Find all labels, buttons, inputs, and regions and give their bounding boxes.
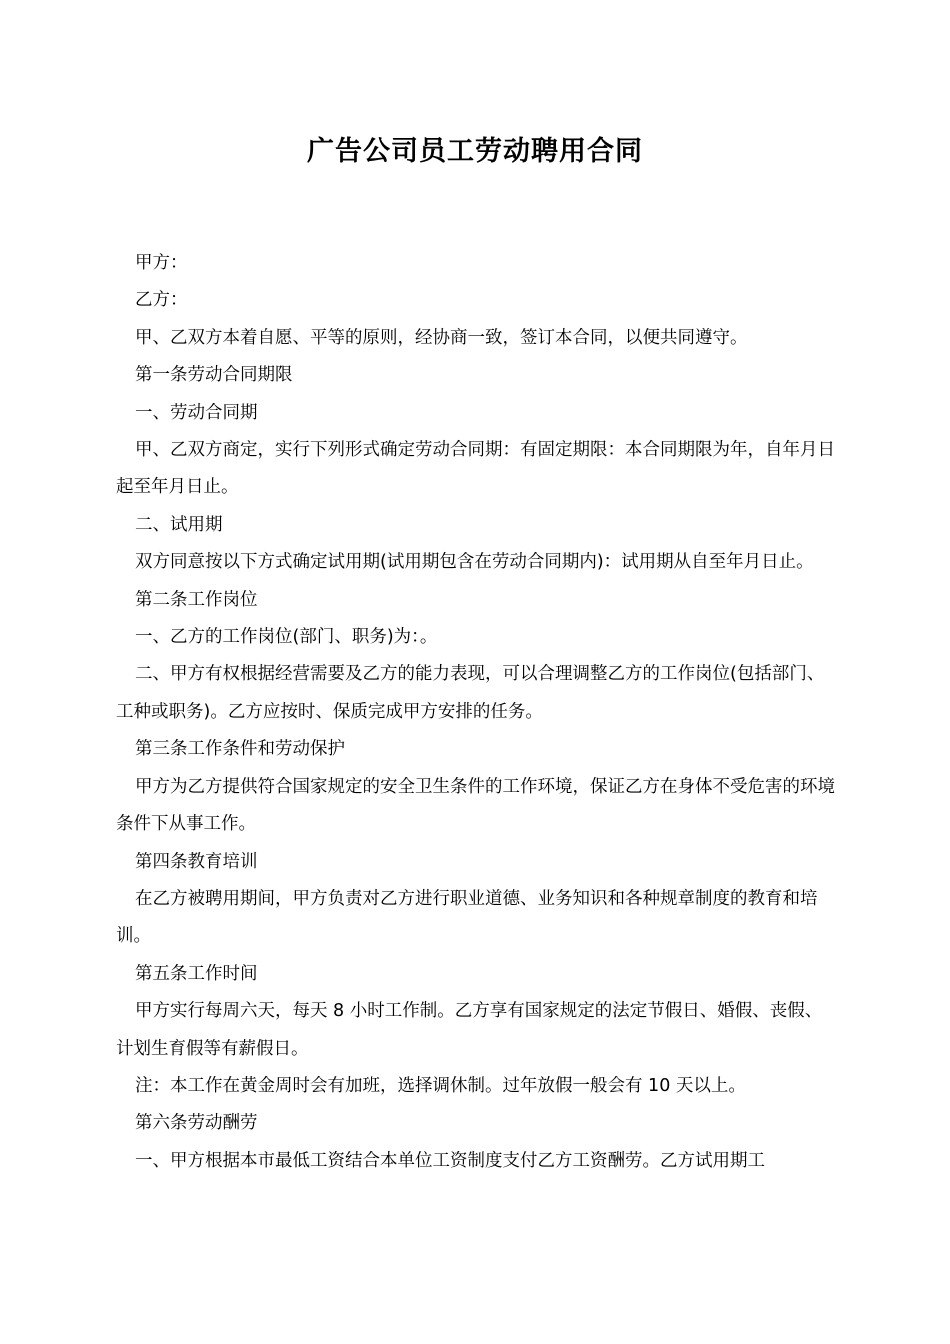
paragraph-term: 甲、乙双方商定，实行下列形式确定劳动合同期：有固定期限：本合同期限为年，自年月日起至年月日止。 <box>116 440 835 498</box>
article-heading-5: 第五条工作时间 <box>135 963 258 984</box>
article-heading-2: 第二条工作岗位 <box>135 589 258 610</box>
section-heading-term: 一、劳动合同期 <box>135 402 258 423</box>
paragraph-party-a: 甲方： <box>135 253 188 273</box>
article-heading-3: 第三条工作条件和劳动保护 <box>135 739 345 760</box>
article-heading-1: 第一条劳动合同期限 <box>135 365 293 386</box>
paragraph-training: 在乙方被聘用期间，甲方负责对乙方进行职业道德、业务知识和各种规章制度的教育和培训。 <box>116 888 818 947</box>
article-heading-6: 第六条劳动酬劳 <box>135 1113 258 1134</box>
paragraph-pay: 一、甲方根据本市最低工资结合本单位工资制度支付乙方工资酬劳。乙方试用期工 <box>135 1150 765 1171</box>
paragraph-note: 注：本工作在黄金周时会有加班，选择调休制。过年放假一般会有 10 天以上。 <box>135 1075 746 1096</box>
contract-body <box>116 245 838 1180</box>
paragraph-probation: 双方同意按以下方式确定试用期(试用期包含在劳动合同期内)：试用期从自至年月日止。 <box>135 552 814 573</box>
paragraph-conditions: 甲方为乙方提供符合国家规定的安全卫生条件的工作环境，保证乙方在身体不受危害的环境条件下从事工作。 <box>116 776 835 835</box>
section-heading-probation: 二、试用期 <box>135 514 223 535</box>
article-heading-4: 第四条教育培训 <box>135 851 258 872</box>
paragraph-hours: 甲方实行每周六天，每天 8 小时工作制。乙方享有国家规定的法定节假日、婚假、丧假、计划生育假等有薪假日。 <box>116 1001 823 1059</box>
paragraph-position: 一、乙方的工作岗位(部门、职务)为：。 <box>135 627 438 648</box>
paragraph-position-adjust: 二、甲方有权根据经营需要及乙方的能力表现，可以合理调整乙方的工作岗位(包括部门、工种或职务)。乙方应按时、保质完成甲方安排的任务。 <box>116 664 825 722</box>
paragraph-party-b: 乙方： <box>135 290 188 311</box>
page-title: 广告公司员工劳动聘用合同 <box>307 136 643 167</box>
paragraph-preamble: 甲、乙双方本着自愿、平等的原则，经协商一致，签订本合同，以便共同遵守。 <box>135 327 748 348</box>
